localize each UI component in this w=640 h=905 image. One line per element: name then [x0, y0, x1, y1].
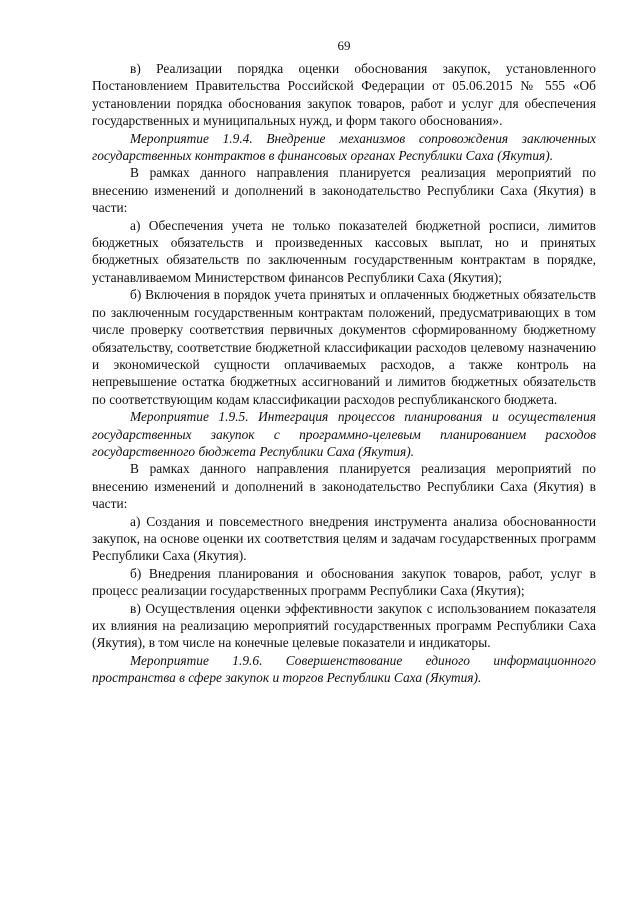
paragraph-direction-intro-1: В рамках данного направления планируется реализация мероприятий по внесению изменений и дополнений в законодательство Республики Саха (Якутия) в части:: [92, 165, 596, 216]
paragraph-item-b-planning: б) Внедрения планирования и обоснования закупок товаров, работ, услуг в процесс реализации государственных программ Республики Саха (Якутия);: [92, 565, 596, 599]
measure-1-9-6-heading: Мероприятие 1.9.6. Совершенствование единого информационного пространства в сфере закупок и торгов Республики Саха (Якутия).: [92, 652, 596, 686]
page-number: 69: [337, 38, 351, 53]
paragraph-item-v-procurement-justification: в) Реализации порядка оценки обоснования закупок, установленного Постановлением Правительства Российской Федерации от 05.06.2015 № 555 «Об установлении порядка обоснования закупок товаров, работ и услуг для обеспечения государственных и муниципальных нужд, и форм такого обоснования».: [92, 61, 596, 129]
paragraph-item-v-efficiency: в) Осуществления оценки эффективности закупок с использованием показателя их влияния на реализацию мероприятий государственных программ Республики Саха (Якутия), в том числе на конечные целевые показатели и индикаторы.: [92, 600, 596, 651]
paragraph-item-a-analysis-tool: а) Создания и повсеместного внедрения инструмента анализа обоснованности закупок, на основе оценки их соответствия целям и задачам государственных программ Республики Саха (Якутия).: [92, 513, 596, 564]
paragraph-direction-intro-2: В рамках данного направления планируется реализация мероприятий по внесению изменений и дополнений в законодательство Республики Саха (Якутия) в части:: [92, 461, 596, 512]
measure-1-9-4-heading: Мероприятие 1.9.4. Внедрение механизмов сопровождения заключенных государственных контрактов в финансовых органах Республики Саха (Якутия).: [92, 130, 596, 164]
measure-1-9-5-heading: Мероприятие 1.9.5. Интеграция процессов планирования и осуществления государственных закупок с программно-целевым планированием расходов государственного бюджета Республики Саха (Якутия).: [92, 409, 596, 459]
paragraph-item-b-accounting-order: б) Включения в порядок учета принятых и оплаченных бюджетных обязательств по заключенным государственным контрактам положений, предусматривающих в том числе проверку соответствия первичных документов сформированному бюджетному обязательству, соответствие бюджетной классификации расходов целевому назначению и экономической сущности оплачиваемых расходов, а также контроль на непревышение остатка бюджетных ассигнований и лимитов бюджетных обязательств по соответствующим кодам классификации расходов республиканского бюджета.: [92, 287, 596, 407]
paragraph-item-a-accounting: а) Обеспечения учета не только показателей бюджетной росписи, лимитов бюджетных обязательств и произведенных кассовых выплат, но и принятых бюджетных обязательств по заключенным государственным контрактам в порядке, устанавливаемом Министерством финансов Республики Саха (Якутия);: [92, 217, 596, 285]
document-page: [92, 38, 596, 687]
